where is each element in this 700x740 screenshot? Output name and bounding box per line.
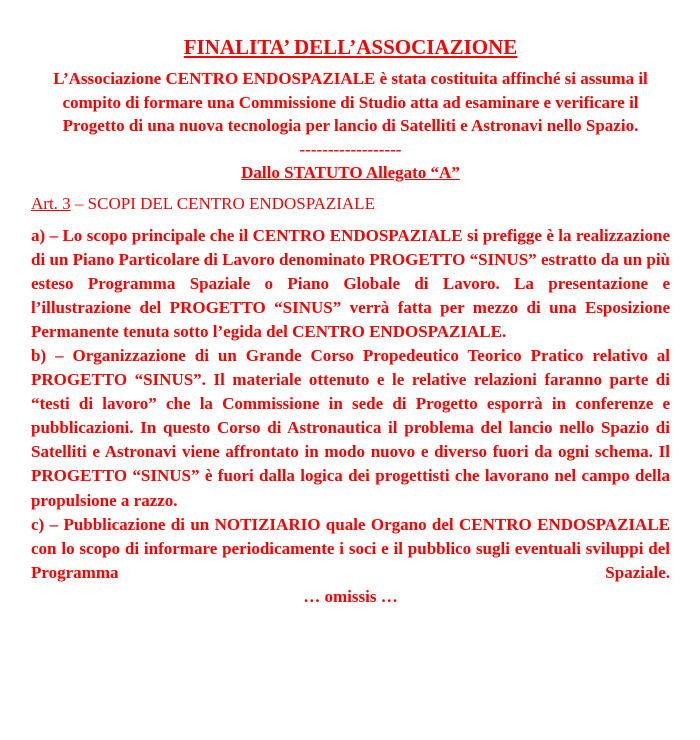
article-number: Art. 3 bbox=[31, 193, 71, 213]
omissis-note: … omissis … bbox=[303, 586, 398, 606]
paragraph-c: c) – Pubblicazione di un NOTIZIARIO quale Organo del CENTRO ENDOSPAZIALE con lo scopo di informare periodicamente i soci e il pubblico sugli eventuali sviluppi del Programma Spaziale. bbox=[31, 514, 670, 582]
separator-line: ------------------ bbox=[299, 139, 402, 159]
article-heading bbox=[31, 192, 670, 216]
document-title: FINALITA’ DELL’ASSOCIAZIONE bbox=[183, 35, 518, 59]
paragraph-a: a) – Lo scopo principale che il CENTRO ENDOSPAZIALE si prefigge è la realizzazione di un Piano Particolare di Lavoro denominato PROGETTO “SINUS” estratto da un più esteso Programma Spaziale o Piano Globale di Lavoro. La presentazione e l’illustrazione del PROGETTO “SINUS” verrà fatta per mezzo di una Esposizione Permanente tenuta sotto l’egida del CENTRO ENDOSPAZIALE. bbox=[31, 225, 670, 341]
intro-paragraph: L’Associazione CENTRO ENDOSPAZIALE è stata costituita affinché si assuma il compito di formare una Commissione di Studio atta ad esaminare e verificare il Progetto di una nuova tecnologia per lancio di Satelliti e Astronavi nello Spazio. bbox=[53, 69, 648, 135]
paragraph-b: b) – Organizzazione di un Grande Corso Propedeutico Teorico Pratico relativo al PROGETTO “SINUS”. Il materiale ottenuto e le relative relazioni faranno parte di “testi di lavoro” che la Commissione in sede di Progetto esporrà in conferenze e pubblicazioni. In questo Corso di Astronautica il problema del lancio nello Spazio di Satelliti e Astronavi viene affrontato in modo nuovo e diverso fuori da ogni schema. Il PROGETTO “SINUS” è fuori dalla logica dei progettisti che lavorano nel campo della propulsione a razzo. bbox=[31, 345, 670, 510]
article-title: – SCOPI DEL CENTRO ENDOSPAZIALE bbox=[70, 193, 375, 213]
statute-reference: Dallo STATUTO Allegato “A” bbox=[241, 163, 460, 182]
